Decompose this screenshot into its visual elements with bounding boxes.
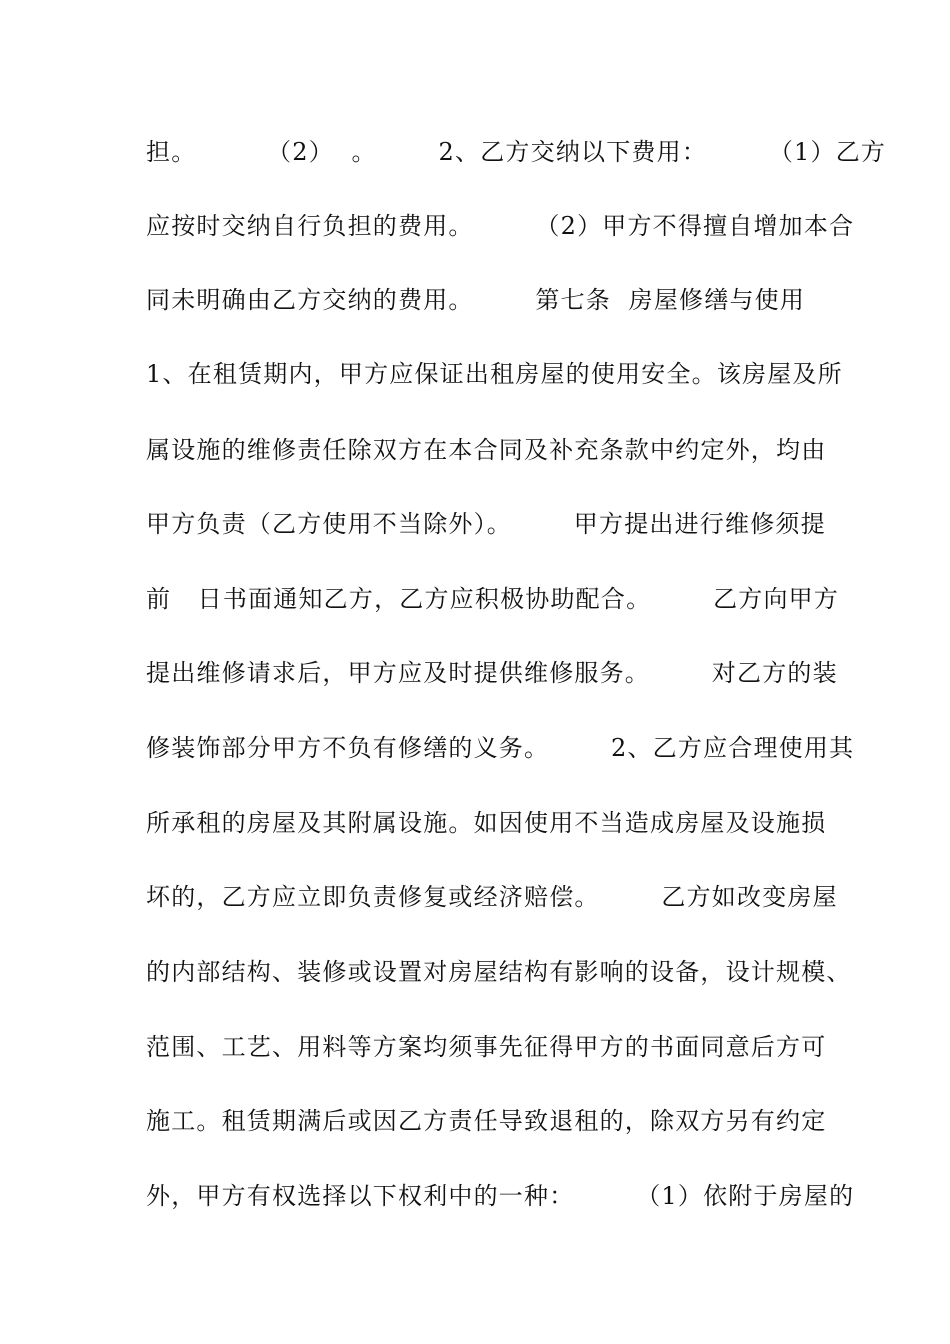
text-line: 甲方负责（乙方使用不当除外）。 甲方提出进行维修须提 bbox=[146, 510, 826, 538]
text-line: 应按时交纳自行负担的费用。 （2）甲方不得擅自增加本合 bbox=[146, 212, 855, 240]
text-line: 提出维修请求后，甲方应及时提供维修服务。 对乙方的装 bbox=[146, 659, 838, 687]
text-line: 施工。租赁期满后或因乙方责任导致退租的，除双方另有约定 bbox=[146, 1107, 827, 1135]
text-line: 的内部结构、装修或设置对房屋结构有影响的设备，设计规模、 bbox=[146, 958, 852, 986]
text-line: 坏的，乙方应立即负责修复或经济赔偿。 乙方如改变房屋 bbox=[146, 883, 838, 911]
text-line: 所承租的房屋及其附属设施。如因使用不当造成房屋及设施损 bbox=[146, 809, 827, 837]
text-line: 属设施的维修责任除双方在本合同及补充条款中约定外，均由 bbox=[146, 436, 827, 464]
text-line: 担。 （2） 。 2、乙方交纳以下费用： （1）乙方 bbox=[146, 138, 887, 166]
text-line: 外，甲方有权选择以下权利中的一种： （1）依附于房屋的 bbox=[146, 1182, 855, 1210]
text-line: 修装饰部分甲方不负有修缮的义务。 2、乙方应合理使用其 bbox=[146, 734, 855, 762]
text-line: 同未明确由乙方交纳的费用。 第七条 房屋修缮与使用 bbox=[146, 286, 806, 314]
text-line: 1、在租赁期内，甲方应保证出租房屋的使用安全。该房屋及所 bbox=[146, 360, 843, 388]
text-line: 范围、工艺、用料等方案均须事先征得甲方的书面同意后方可 bbox=[146, 1033, 827, 1061]
text-line: 前 日书面通知乙方，乙方应积极协助配合。 乙方向甲方 bbox=[146, 585, 840, 613]
